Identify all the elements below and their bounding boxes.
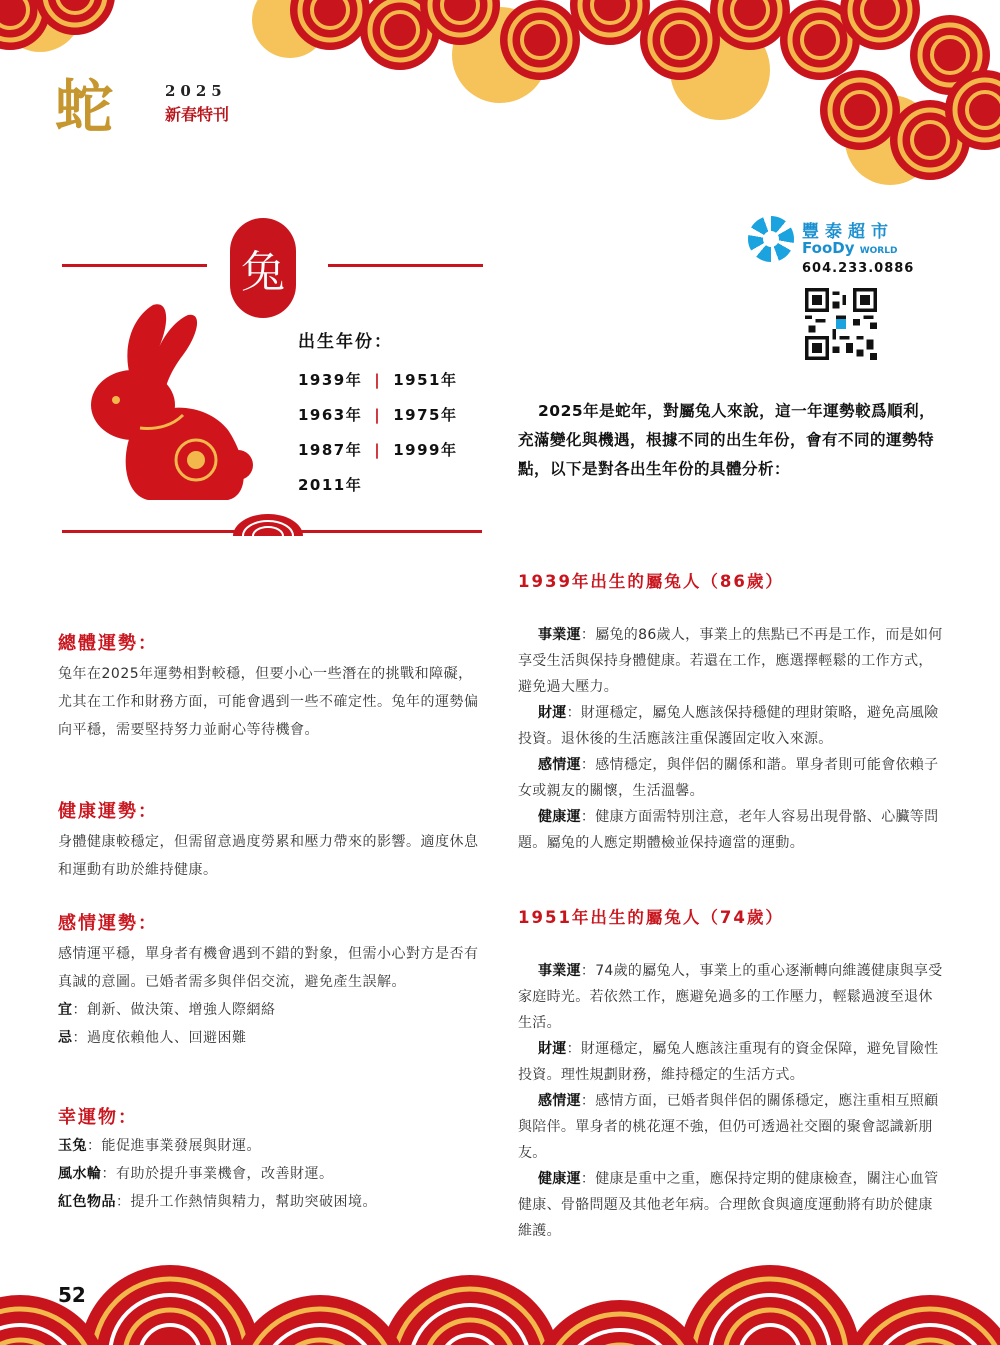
fortune-item [518,804,943,856]
year-item: 1963年 [298,406,363,424]
year-item: 1975年 [393,406,458,424]
fortune-item [518,1166,943,1244]
fortune-item-text: ：財運穩定，屬兔人應該保持穩健的理財策略，避免高風險投資。退休後的生活應該注重保護固定收入來源。 [518,705,939,747]
fortune-item-text: ：健康是重中之重，應保持定期的健康檢查，關注心血管健康、骨骼問題及其他老年病。合理飲食與適度運動將有助於健康維護。 [518,1171,939,1239]
phone-number: 604.233.0886 [802,261,915,276]
fortune-item-label: 健康運 [538,809,581,825]
section-text: 兔年在2025年運勢相對較穩，但要小心一些潛在的挑戰和障礙，尤其在工作和財務方面，可能會遇到一些不確定性。兔年的運勢偏向平穩，需要堅持努力並耐心等待機會。 [58,666,479,738]
years-row [298,432,488,467]
wave-decoration-bottom [0,1250,1000,1345]
birth-years-list [298,362,488,502]
snake-calligraphy-logo: 蛇 [55,73,114,141]
fortune-item-label: 事業運 [538,627,581,643]
lucky-item [58,1132,483,1160]
lucky-item [58,1160,483,1188]
do-line [58,996,483,1024]
rabbit-seal: 兔 [230,218,296,318]
logo-chinese-name: 豐泰超市 [802,222,894,242]
lucky-item-text: ：提升工作熱情與精力，幫助突破困境。 [116,1194,377,1210]
section-1951 [518,904,943,1244]
logo-en-main: FooDy [802,239,855,257]
section-text: 身體健康較穩定，但需留意過度勞累和壓力帶來的影響。適度休息和運動有助於維持健康。 [58,834,479,878]
year-separator: | [374,405,382,424]
year-item: 2011年 [298,476,363,494]
years-row [298,362,488,397]
fortune-item-text: ：感情方面，已婚者與伴侶的關係穩定，應注重相互照顧與陪伴。單身者的桃花運不強，但仍可透過社交圈的聚會認識新朋友。 [518,1093,939,1161]
header-rule-left [62,264,207,267]
header-rule-right [328,264,483,267]
birth-years-title: 出生年份： [298,332,393,352]
lucky-item-label: 風水輪 [58,1166,102,1182]
do-text: ：創新、做決策、增強人際網絡 [72,1002,276,1018]
fortune-item-label: 財運 [538,1041,567,1057]
overall-fortune-section [58,632,483,744]
fortune-item [518,700,943,752]
logo-english-name [802,239,897,257]
page-number: 52 [58,1283,86,1307]
lucky-item-text: ：能促進事業發展與財運。 [87,1138,261,1154]
lucky-item-label: 玉兔 [58,1138,87,1154]
wave-ornament [228,512,308,536]
year-separator: | [374,440,382,459]
masthead-issue: 新春特刊 [165,105,230,124]
fortune-item-label: 感情運 [538,1093,581,1109]
dont-line [58,1024,483,1052]
masthead [55,73,255,158]
fortune-item [518,958,943,1036]
logo-en-small: WORLD [859,246,898,256]
love-fortune-section [58,912,483,1052]
do-label: 宜 [58,1002,73,1018]
aperture-icon [748,216,794,262]
section-1939-title: 1939年出生的屬兔人（86歲） [518,572,784,591]
fortune-item-text: ：健康方面需特別注意，老年人容易出現骨骼、心臟等問題。屬兔的人應定期體檢並保持適當的運動。 [518,809,939,851]
section-1951-title: 1951年出生的屬兔人（74歲） [518,908,784,927]
section-title: 幸運物： [58,1107,138,1128]
fortune-item-text: ：74歲的屬兔人，事業上的重心逐漸轉向維護健康與享受家庭時光。若依然工作，應避免過多的工作壓力，輕鬆過渡至退休生活。 [518,963,943,1031]
fortune-item [518,1036,943,1088]
lucky-item-label: 紅色物品 [58,1194,116,1210]
fortune-item-text: ：財運穩定，屬兔人應該注重現有的資金保障，避免冒險性投資。理性規劃財務，維持穩定的生活方式。 [518,1041,939,1083]
year-item: 1987年 [298,441,363,459]
masthead-year: 2025 [165,82,227,100]
qr-code-icon[interactable] [805,288,877,360]
fortune-item [518,622,943,700]
year-item: 1939年 [298,371,363,389]
fortune-item-label: 財運 [538,705,567,721]
fortune-item [518,1088,943,1166]
lucky-items-section [58,1106,483,1216]
year-item: 1951年 [393,371,458,389]
fortune-item-text: ：感情穩定，與伴侶的關係和諧。單身者則可能會依賴子女或親友的關懷，生活溫馨。 [518,757,939,799]
section-1939 [518,568,943,856]
section-title: 感情運勢： [58,913,158,934]
lucky-item-text: ：有助於提升事業機會，改善財運。 [101,1166,334,1182]
section-title: 總體運勢： [58,633,158,654]
fortune-item-label: 感情運 [538,757,581,773]
dont-text: ：過度依賴他人、回避困難 [72,1030,247,1046]
section-title: 健康運勢： [58,801,158,822]
foody-world-logo[interactable] [748,212,918,282]
fortune-item-text: ：屬兔的86歲人，事業上的焦點已不再是工作，而是如何享受生活與保持身體健康。若還在工作，應選擇輕鬆的工作方式，避免過大壓力。 [518,627,943,695]
section-text: 感情運平穩，單身者有機會遇到不錯的對象，但需小心對方是否有真誠的意圖。已婚者需多與伴侶交流，避免產生誤解。 [58,946,479,990]
fortune-item-label: 健康運 [538,1171,581,1187]
dont-label: 忌 [58,1030,73,1046]
lucky-item [58,1188,483,1216]
fortune-item [518,752,943,804]
year-item: 1999年 [393,441,458,459]
years-row [298,397,488,432]
health-fortune-section [58,800,483,884]
years-row [298,467,488,502]
rabbit-illustration [78,300,253,505]
year-separator: | [374,370,382,389]
intro-paragraph: 2025年是蛇年，對屬兔人來說，這一年運勢較爲順利，充滿變化與機遇，根據不同的出生年份，會有不同的運勢特點，以下是對各出生年份的具體分析： [518,402,936,478]
fortune-item-label: 事業運 [538,963,581,979]
